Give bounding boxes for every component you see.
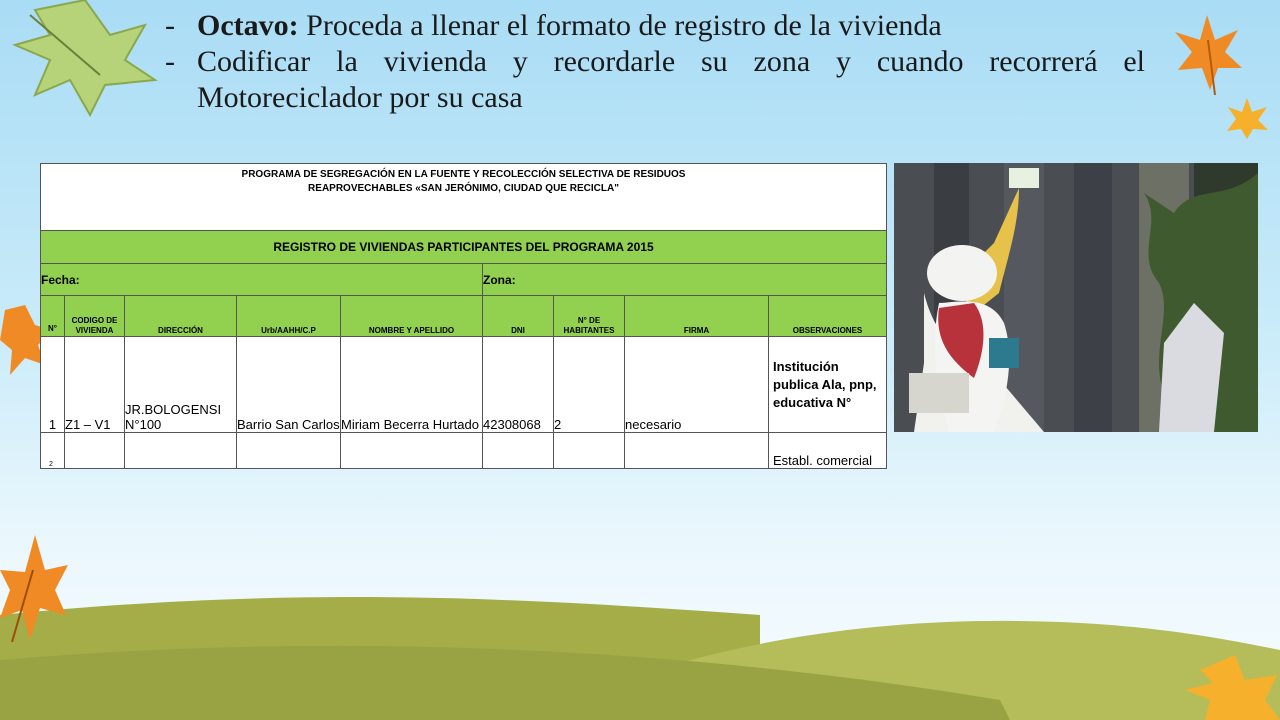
zona-label: Zona:	[483, 264, 887, 296]
fecha-label: Fecha:	[41, 264, 483, 296]
cell-firma: necesario	[625, 337, 769, 433]
cell-codigo: Z1 – V1	[65, 337, 125, 433]
instruction-item	[165, 44, 1145, 116]
photo-worker-labeling-house	[894, 163, 1258, 432]
cell-number: 2	[41, 433, 65, 469]
column-header: Urb/AAHH/C.P	[237, 296, 341, 337]
cell-observaciones: Establ. comercial	[769, 433, 887, 469]
column-header: N° DE HABITANTES	[554, 296, 625, 337]
cell-nombre: Miriam Becerra Hurtado	[341, 337, 483, 433]
instruction-body: Proceda a llenar el formato de registro de la vivienda	[298, 9, 942, 42]
maple-leaf-icon	[1185, 655, 1280, 720]
cell-dni	[483, 433, 554, 469]
bullet-dash: -	[165, 45, 175, 78]
cell-direccion	[125, 433, 237, 469]
registry-title: REGISTRO DE VIVIENDAS PARTICIPANTES DEL PROGRAMA 2015	[41, 231, 887, 264]
registration-form-table	[40, 163, 887, 469]
maple-leaf-icon	[1225, 95, 1270, 140]
instruction-bold: Octavo:	[197, 9, 299, 42]
column-header: N°	[41, 296, 65, 337]
cell-habitantes: 2	[554, 337, 625, 433]
column-header: FIRMA	[625, 296, 769, 337]
bullet-dash: -	[165, 9, 175, 42]
form-title-line: PROGRAMA DE SEGREGACIÓN EN LA FUENTE Y RECOLECCIÓN SELECTIVA DE RESIDUOS	[241, 169, 686, 180]
form-program-title	[41, 164, 887, 231]
photo-illustration	[894, 163, 1258, 432]
maple-leaf-icon	[10, 0, 160, 120]
cell-nombre	[341, 433, 483, 469]
cell-dni: 42308068	[483, 337, 554, 433]
instruction-text	[197, 8, 1145, 44]
cell-direccion: JR.BOLOGENSI N°100	[125, 337, 237, 433]
cell-urb	[237, 433, 341, 469]
cell-number: 1	[41, 337, 65, 433]
table-row	[41, 337, 887, 433]
cell-codigo	[65, 433, 125, 469]
column-header: CODIGO DE VIVIENDA	[65, 296, 125, 337]
maple-leaf-icon	[0, 530, 70, 645]
table-row	[41, 433, 887, 469]
cell-habitantes	[554, 433, 625, 469]
column-header: OBSERVACIONES	[769, 296, 887, 337]
instruction-list	[165, 8, 1145, 116]
instruction-text: Codificar la vivienda y recordarle su zona y cuando recorrerá el Motoreciclador por su casa	[197, 45, 1145, 114]
column-header: NOMBRE Y APELLIDO	[341, 296, 483, 337]
column-header: DNI	[483, 296, 554, 337]
cell-observaciones: Institución publica Ala, pnp, educativa N°	[769, 337, 887, 433]
instruction-item	[165, 8, 1145, 44]
cell-urb: Barrio San Carlos	[237, 337, 341, 433]
column-header: DIRECCIÓN	[125, 296, 237, 337]
maple-leaf-icon	[1170, 10, 1245, 95]
form-title-line: REAPROVECHABLES «SAN JERÓNIMO, CIUDAD QUE RECICLA"	[308, 183, 619, 194]
cell-firma	[625, 433, 769, 469]
